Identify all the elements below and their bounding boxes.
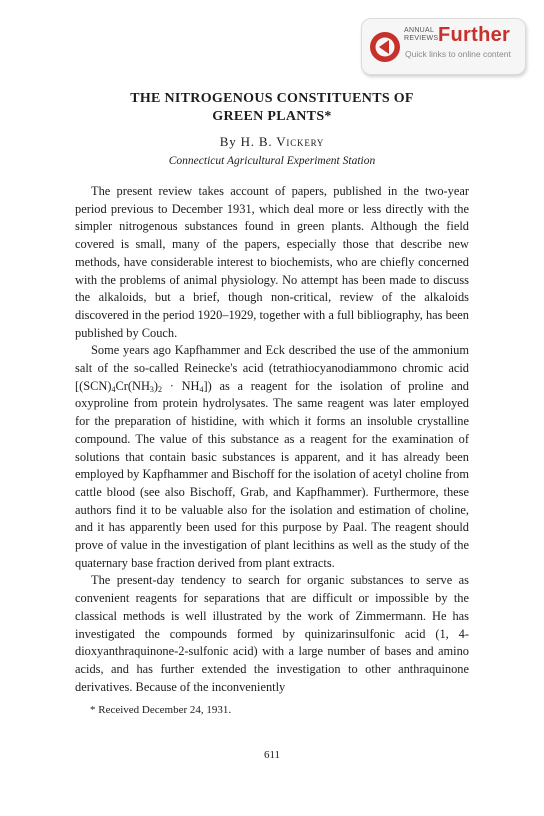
page-number: 611 [263,749,281,761]
article-title-line-2: GREEN PLANTS* [212,109,332,124]
further-label: Further [438,24,511,46]
quick-links-link[interactable]: Quick links to online content [405,49,511,59]
paragraph-1: The present review takes account of papers, published in the two-year period previous to December 1931, which deal more or less directly with the simpler nitrogenous substances found in green plants. Although the field covered is small, many of the papers, especially those that describe new methods, have considerable interest to biochemists, who are chiefly concerned with the problems of animal physiology. No attempt has been made to discuss the alkaloids, but a brief, though non-critical, review of the alkaloids discovered in the period 1920–1929, together with a full bibliography, has been published by Couch. [75,184,469,340]
article-body [75,183,469,696]
affiliation: Connecticut Agricultural Experiment Station [168,155,376,167]
article-title-line-1: THE NITROGENOUS CONSTITUENTS OF [130,91,414,106]
byline [0,134,544,150]
author-name: H. B. Vickery [240,134,325,149]
paragraph-3: The present-day tendency to search for organic substances to serve as convenient reagents for separations that are difficult or impossible by the classical methods is well illustrated by the work of Zimmermann. He has investigated the compounds formed by quinizarinsulfonic acid (1, 4-dioxyanthraquinone-2-sulfonic acid) with a large number of bases and amino acids, and has further extended the investigation to other anthraquinone derivatives. Because of the inconveniently [75,573,469,694]
footnote: * Received December 24, 1931. [90,704,232,716]
paragraph-2: Some years ago Kapfhammer and Eck described the use of the ammonium salt of the so-called Reinecke's acid (tetrathiocyanodiammono chromic acid $[(SCN)_4Cr(NH_3)_2 \cdot NH_4]$) as a reagent for the isolation of proline and oxyproline from protein hydrolysates. The same reagent was later employed for the preparation of histidine, with which it forms an insoluble crystalline compound. The value of this substance as a reagent for the examination of solutions that contain basic substances is apparent, and it has already been employed by Kapfhammer and Bischoff for the isolation of acetyl choline from cattle blood (see also Bischoff, Grab, and Kapfhammer). Furthermore, these authors find it to be valuable also for the isolation and estimation of choline, and it has apparently been used for this purpose by Paal. The reagent should prove of value in the investigation of plant lecithins as well as the study of the quaternary base fraction derived from plant extracts. [75,343,470,570]
byline-by: By [219,134,237,149]
further-badge[interactable] [361,18,526,75]
annual-reviews-logo-icon [369,31,401,63]
annual-reviews-wordmark: ANNUAL REVIEWS [404,27,439,42]
